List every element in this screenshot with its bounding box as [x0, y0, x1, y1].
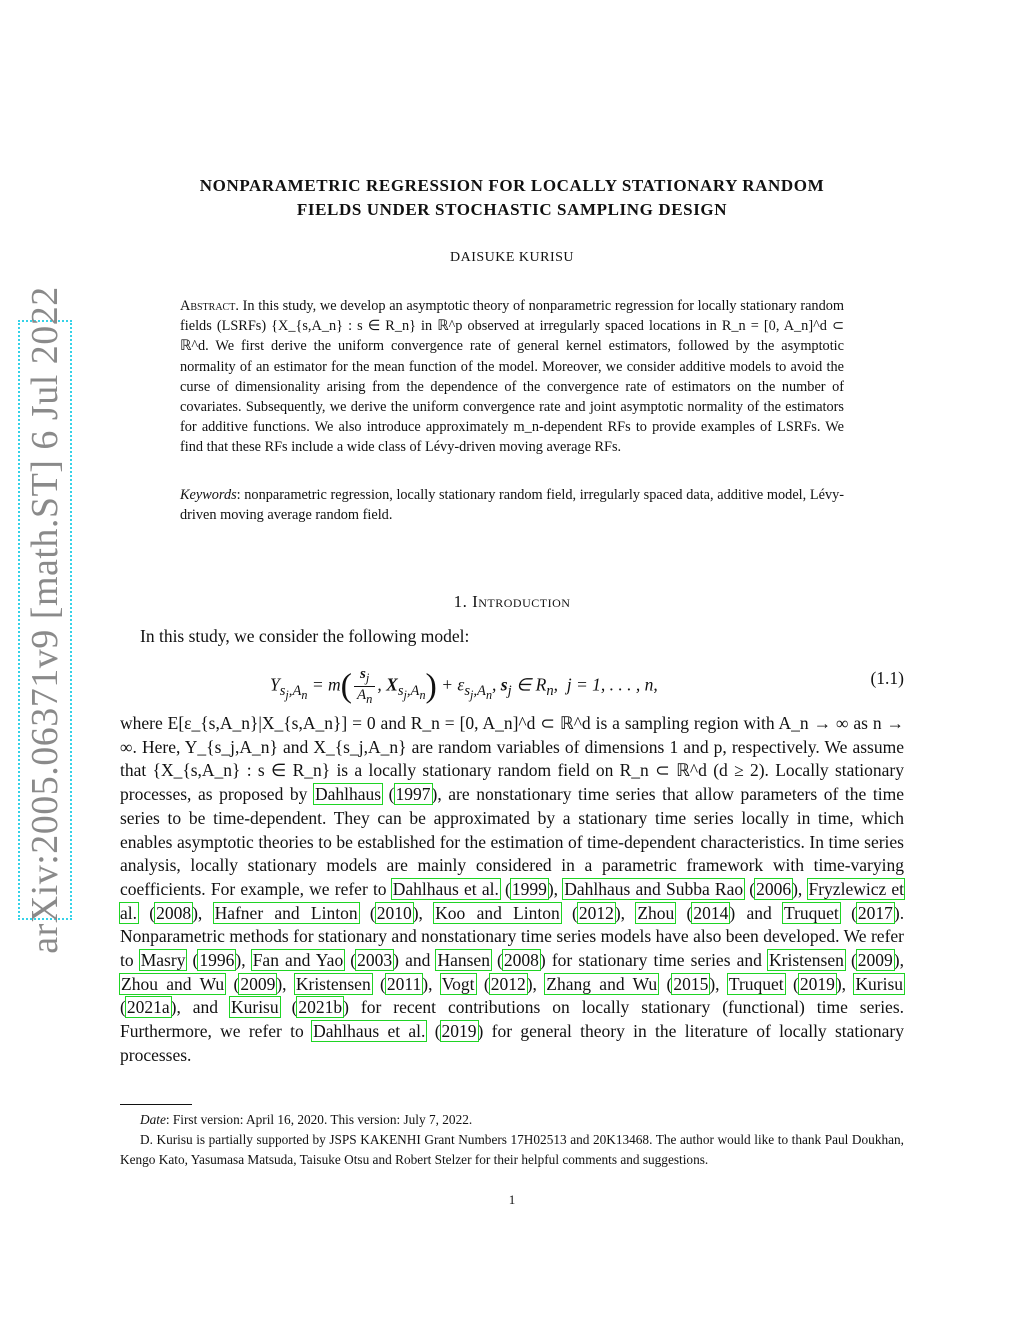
citation-year-link[interactable]: 2011 — [386, 973, 422, 994]
equation-number: (1.1) — [870, 668, 904, 688]
footnote-date-label: Date — [140, 1112, 166, 1127]
body-text: where E[ε_{s,A_n}|X_{s,A_n}] = 0 and R_n = [0, A_n]^d ⊂ ℝ^d is a sampling region with A_n → ∞ as n → ∞. Here, Y_{s_j,A_n} and X_{s_j,A_n} are random variables of dimensions 1 and p, respectively. We assume that {X_{s,A_n} : s ∈ R_n} is a locally stationary random field on R_n ⊂ ℝ^d (d ≥ 2). Locally stationary processes, as proposed by — [120, 713, 904, 805]
citation-year-link[interactable]: 2014 — [693, 902, 729, 923]
model-equation — [120, 656, 904, 706]
author-name: DAISUKE KURISU — [449, 250, 575, 265]
citation-year-link[interactable]: 1996 — [199, 950, 235, 971]
body-text: , and — [176, 997, 219, 1018]
citation-year-link[interactable]: 1999 — [511, 878, 547, 899]
citation-link[interactable]: Kurisu — [230, 997, 279, 1018]
citation-link[interactable]: Zhang and Wu — [546, 973, 658, 994]
citation-year-link[interactable]: 2012 — [578, 902, 614, 923]
arxiv-identifier-stamp[interactable] — [18, 286, 72, 954]
body-text: ) for recent contributions on locally stationary (functional) time series. Furthermore, we refer to — [120, 997, 905, 1042]
abstract-heading: Abstract. — [180, 298, 239, 314]
keywords-heading: Keywords — [180, 487, 237, 503]
paper-title — [120, 174, 904, 222]
keywords — [180, 485, 844, 525]
citation-link[interactable]: Truquet — [728, 973, 784, 994]
citation-year-link[interactable]: 2006 — [756, 878, 792, 899]
introduction-paragraph: where E[ε_{s,A_n}|X_{s,A_n}] = 0 and R_n = [0, A_n]^d ⊂ ℝ^d is a sampling region with A_n → ∞ as n → ∞. Here, Y_{s_j,A_n} and X_{s_j,A_n} are random variables of dimensions 1 and p, respectively. We assume that {X_{s,A_n} : s ∈ R_n} is a locally stationary random field on R_n ⊂ ℝ^d (d ≥ 2). Locally stationary processes, as proposed by Dahlhaus (1997), are nonstationary time series that allow parameters of the time series to be time-dependent. They can be approximated by a stationary time series locally in time, which enables asymptotic theories to be established for the estimation of time-dependent characteristics. In time series analysis, locally stationary models are mainly considered in a parametric framework with time-varying coefficients. For example, we refer to Dahlhaus et al. (1999), Dahlhaus and Subba Rao (2006), Fryzlewicz et al. (2008), Hafner and Linton (2010), Koo and Linton (2012), Zhou (2014) and Truquet (2017). Nonparametric methods for stationary and nonstationary time series models have also been developed. We refer to Masry (1996), Fan and Yao (2003) and Hansen (2008) for stationary time series and Kristensen (2009), Zhou and Wu (2009), Kristensen (2011), Vogt (2012), Zhang and Wu (2015), Truquet (2019), Kurisu (2021a), and Kurisu (2021b) for recent contributions on locally stationary (functional) time series. Furthermore, we refer to Dahlhaus et al. (2019) for general theory in the literature of locally stationary processes. — [120, 713, 905, 1065]
body-text: ) for stationary time series and — [539, 950, 762, 971]
citation-year-link[interactable]: 2012 — [490, 973, 526, 994]
abstract-text: In this study, we develop an asymptotic theory of nonparametric regression for locally stationary random fields (LSRFs) {X_{s,A_n} : s ∈ R_n} in ℝ^p observed at irregularly spaced locations in R_n = [0, A_n]^d ⊂ ℝ^d. We first derive the uniform convergence rate of general kernel estimators, followed by the asymptotic normality of an estimator for the mean function of the model. Moreover, we consider additive models to avoid the curse of dimensionality arising from the dependence of the convergence rate of estimators on the number of covariates. Subsequently, we derive the uniform convergence rate and joint asymptotic normality of the estimators for additive functions. We also introduce approximately m_n-dependent RFs to provide examples of LSRFs. We find that these RFs include a wide class of Lévy-driven moving average RFs. — [180, 298, 844, 456]
arxiv-identifier-text: arXiv:2005.06371v9 [math.ST] 6 Jul 2022 — [24, 286, 66, 954]
citation-link[interactable]: Kurisu — [855, 973, 904, 994]
citation-link[interactable]: Hafner and Linton — [214, 902, 358, 923]
citation-link[interactable]: Dahlhaus et al. — [392, 878, 499, 899]
section-title-text: Introduction — [472, 592, 571, 611]
citation-link[interactable]: Dahlhaus — [314, 784, 382, 805]
citation-year-link[interactable]: 2021a — [126, 997, 170, 1018]
page-number: 1 — [508, 1192, 516, 1207]
footnote-date — [120, 1110, 904, 1130]
citation-link[interactable]: Masry — [140, 950, 186, 971]
body-text: and — [746, 902, 772, 923]
citation-year-link[interactable]: 2009 — [857, 950, 893, 971]
citation-year-link[interactable]: 2009 — [240, 973, 276, 994]
citation-link[interactable]: Fryzlewicz et al. — [120, 878, 905, 923]
title-line-2: FIELDS UNDER STOCHASTIC SAMPLING DESIGN — [296, 200, 728, 219]
citation-link[interactable]: Dahlhaus et al. — [313, 1021, 426, 1042]
section-number: 1. — [453, 592, 468, 611]
keywords-text: : nonparametric regression, locally stationary random field, irregularly spaced data, additive model, Lévy-driven moving average random field. — [180, 487, 844, 524]
citation-link[interactable]: Kristensen — [769, 950, 844, 971]
body-text: and — [405, 950, 431, 971]
abstract — [180, 296, 844, 458]
citation-year-link[interactable]: 1997 — [395, 784, 431, 805]
citation-year-link[interactable]: 2003 — [357, 950, 393, 971]
citation-year-link[interactable]: 2008 — [503, 950, 539, 971]
citation-year-link[interactable]: 2021b — [298, 997, 343, 1018]
citation-link[interactable]: Truquet — [784, 902, 839, 923]
citation-link[interactable]: Zhou — [637, 902, 675, 923]
citation-year-link[interactable]: 2019 — [441, 1021, 477, 1042]
citation-year-link[interactable]: 2008 — [156, 902, 192, 923]
footnote-support: D. Kurisu is partially supported by JSPS KAKENHI Grant Numbers 17H02513 and 20K13468. The author would like to thank Paul Doukhan, Kengo Kato, Yasumasa Matsuda, Taisuke Otsu and Robert Stelzer for their helpful comments and suggestions. — [120, 1132, 904, 1168]
citation-link[interactable]: Hansen — [437, 950, 490, 971]
citation-year-link[interactable]: 2010 — [376, 902, 412, 923]
title-line-1: NONPARAMETRIC REGRESSION FOR LOCALLY STATIONARY RANDOM — [199, 176, 825, 195]
body-text: ) for general theory in the literature of locally stationary processes. — [120, 1021, 904, 1065]
footnote-divider — [120, 1104, 192, 1105]
citation-link[interactable]: Fan and Yao — [252, 950, 344, 971]
citation-link[interactable]: Vogt — [441, 973, 475, 994]
citation-link[interactable]: Zhou and Wu — [121, 973, 225, 994]
citation-link[interactable]: Koo and Linton — [435, 902, 560, 923]
citation-year-link[interactable]: 2019 — [799, 973, 835, 994]
body-text: ), are nonstationary time series that allow parameters of the time series to be time-dependent. They can be approximated by a stationary time series locally in time, which enables asymptotic theories to be established for the estimation of time-dependent characteristics. In time series analysis, locally stationary models are mainly considered in a parametric framework with time-varying coefficients. For example, we refer to — [120, 784, 904, 899]
citation-year-link[interactable]: 2015 — [673, 973, 709, 994]
body-text: ). Nonparametric methods for stationary and nonstationary time series models have also been developed. We refer to — [120, 902, 905, 971]
section-heading — [120, 592, 904, 612]
intro-first-line: In this study, we consider the following model: — [140, 626, 470, 646]
citation-link[interactable]: Kristensen — [295, 973, 371, 994]
footnote-date-text: : First version: April 16, 2020. This version: July 7, 2022. — [165, 1112, 473, 1127]
equation-body: $Y_{s_j,A_n} = m$( $\frac{s_j}{A_n}$ , $X_{s_j,A_n}) + \varepsilon_{s_j,A_n}$, $s_j$ ∈ $R_n$, j = 1, . . . , n, — [270, 666, 658, 706]
citation-link[interactable]: Dahlhaus and Subba Rao — [564, 878, 744, 899]
citation-year-link[interactable]: 2017 — [857, 902, 893, 923]
